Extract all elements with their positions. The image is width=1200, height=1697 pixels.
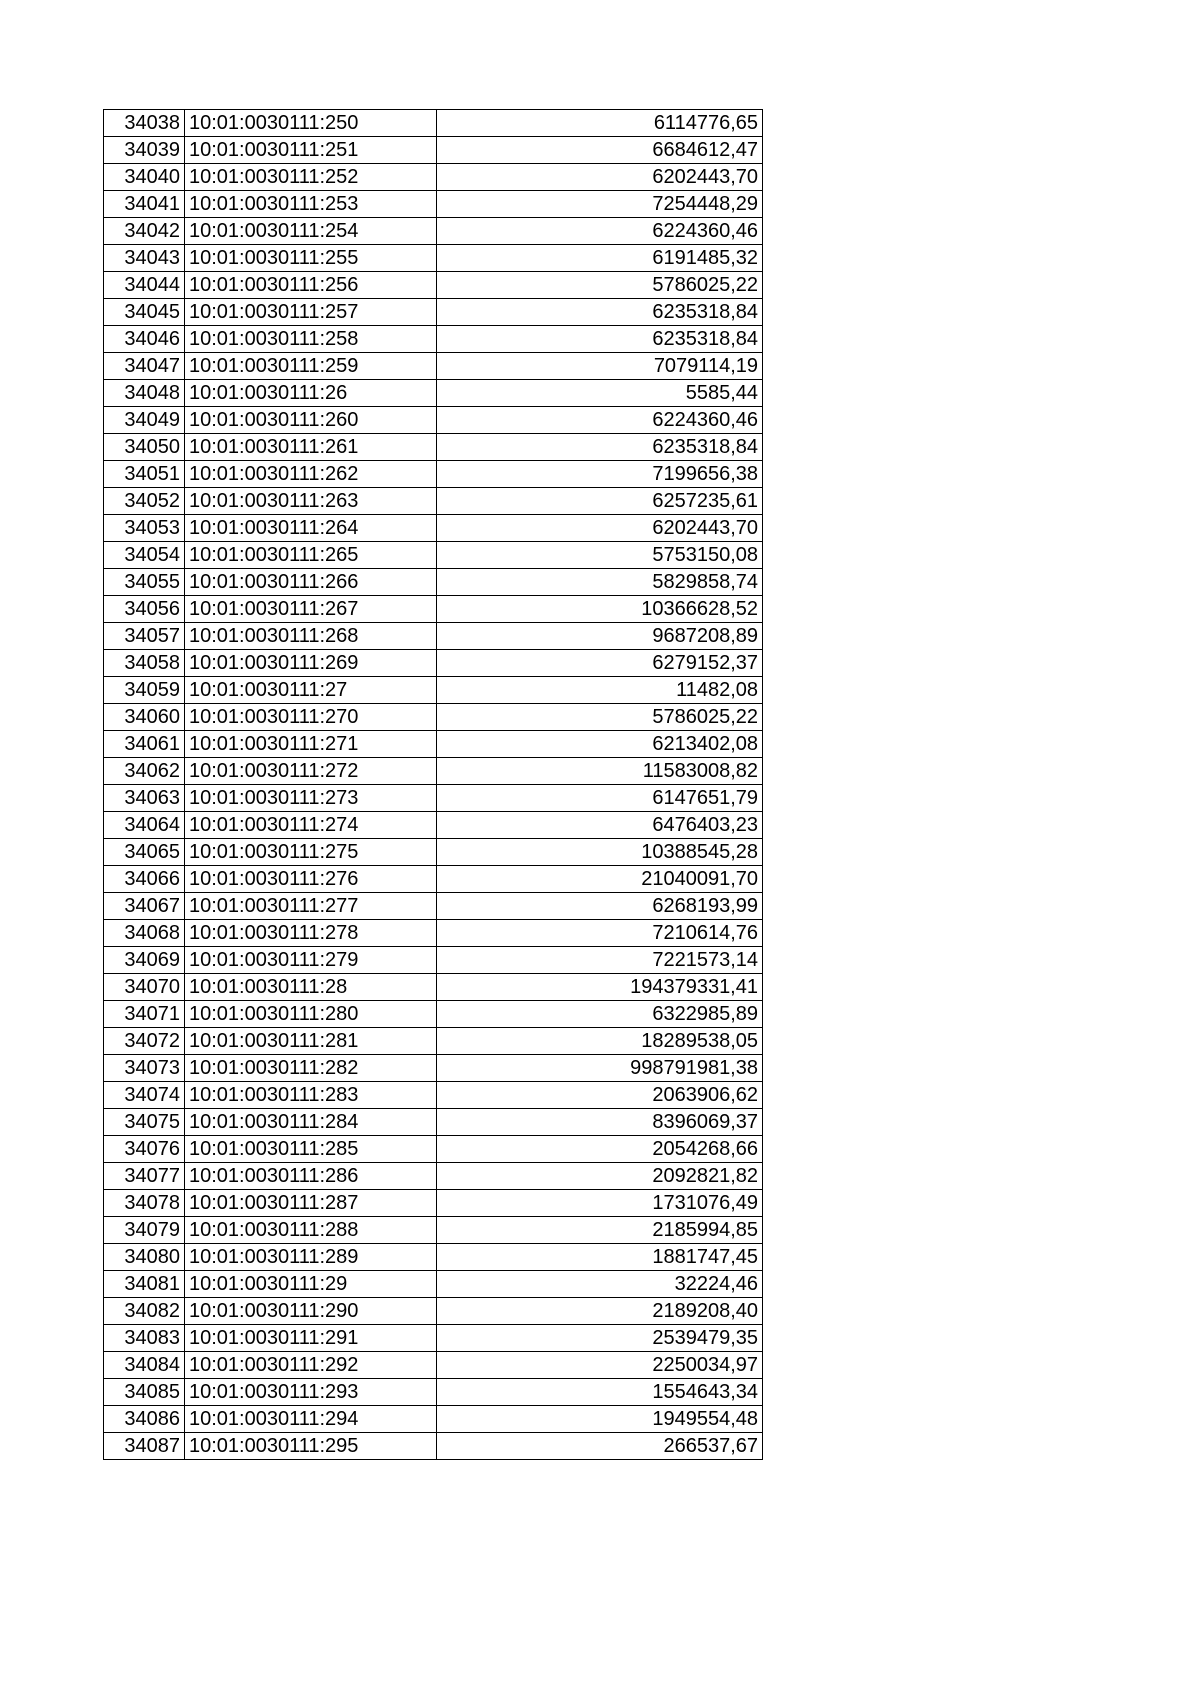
cadastral-number-cell: 10:01:0030111:27 <box>185 677 437 704</box>
cadastral-number-cell: 10:01:0030111:259 <box>185 353 437 380</box>
table-row <box>104 974 763 1001</box>
cadastral-number-cell: 10:01:0030111:265 <box>185 542 437 569</box>
cadastral-number-cell: 10:01:0030111:262 <box>185 461 437 488</box>
table-row <box>104 1082 763 1109</box>
value-cell: 7221573,14 <box>437 947 763 974</box>
table-row <box>104 839 763 866</box>
row-number-cell: 34041 <box>104 191 185 218</box>
cadastral-number-cell: 10:01:0030111:291 <box>185 1325 437 1352</box>
row-number-cell: 34075 <box>104 1109 185 1136</box>
row-number-cell: 34080 <box>104 1244 185 1271</box>
value-cell: 6476403,23 <box>437 812 763 839</box>
table-row <box>104 461 763 488</box>
value-cell: 2250034,97 <box>437 1352 763 1379</box>
value-cell: 2063906,62 <box>437 1082 763 1109</box>
value-cell: 6257235,61 <box>437 488 763 515</box>
value-cell: 5786025,22 <box>437 704 763 731</box>
row-number-cell: 34069 <box>104 947 185 974</box>
row-number-cell: 34057 <box>104 623 185 650</box>
row-number-cell: 34044 <box>104 272 185 299</box>
table-row <box>104 1163 763 1190</box>
cadastral-number-cell: 10:01:0030111:26 <box>185 380 437 407</box>
value-cell: 6114776,65 <box>437 110 763 137</box>
value-cell: 194379331,41 <box>437 974 763 1001</box>
cadastral-number-cell: 10:01:0030111:281 <box>185 1028 437 1055</box>
table-row <box>104 1136 763 1163</box>
cadastral-number-cell: 10:01:0030111:292 <box>185 1352 437 1379</box>
table-row <box>104 785 763 812</box>
cadastral-number-cell: 10:01:0030111:294 <box>185 1406 437 1433</box>
value-cell: 1554643,34 <box>437 1379 763 1406</box>
row-number-cell: 34039 <box>104 137 185 164</box>
cadastral-number-cell: 10:01:0030111:28 <box>185 974 437 1001</box>
row-number-cell: 34062 <box>104 758 185 785</box>
row-number-cell: 34040 <box>104 164 185 191</box>
table-row <box>104 650 763 677</box>
value-cell: 998791981,38 <box>437 1055 763 1082</box>
row-number-cell: 34081 <box>104 1271 185 1298</box>
row-number-cell: 34079 <box>104 1217 185 1244</box>
cadastral-number-cell: 10:01:0030111:266 <box>185 569 437 596</box>
row-number-cell: 34051 <box>104 461 185 488</box>
value-cell: 5753150,08 <box>437 542 763 569</box>
table-row <box>104 299 763 326</box>
value-cell: 6684612,47 <box>437 137 763 164</box>
cadastral-number-cell: 10:01:0030111:268 <box>185 623 437 650</box>
cadastral-number-cell: 10:01:0030111:289 <box>185 1244 437 1271</box>
value-cell: 11583008,82 <box>437 758 763 785</box>
table-row <box>104 1028 763 1055</box>
table-row <box>104 1298 763 1325</box>
row-number-cell: 34056 <box>104 596 185 623</box>
row-number-cell: 34045 <box>104 299 185 326</box>
table-row <box>104 1433 763 1460</box>
table-row <box>104 326 763 353</box>
row-number-cell: 34082 <box>104 1298 185 1325</box>
table-row <box>104 893 763 920</box>
cadastral-number-cell: 10:01:0030111:276 <box>185 866 437 893</box>
cadastral-number-cell: 10:01:0030111:288 <box>185 1217 437 1244</box>
row-number-cell: 34049 <box>104 407 185 434</box>
table-row <box>104 596 763 623</box>
cadastral-number-cell: 10:01:0030111:254 <box>185 218 437 245</box>
cadastral-number-cell: 10:01:0030111:272 <box>185 758 437 785</box>
table-row <box>104 1271 763 1298</box>
row-number-cell: 34078 <box>104 1190 185 1217</box>
value-cell: 6191485,32 <box>437 245 763 272</box>
cadastral-number-cell: 10:01:0030111:255 <box>185 245 437 272</box>
value-cell: 7210614,76 <box>437 920 763 947</box>
cadastral-number-cell: 10:01:0030111:264 <box>185 515 437 542</box>
table-row <box>104 1109 763 1136</box>
value-cell: 6235318,84 <box>437 299 763 326</box>
table-row <box>104 407 763 434</box>
value-cell: 2054268,66 <box>437 1136 763 1163</box>
table-row <box>104 245 763 272</box>
table-row <box>104 137 763 164</box>
cadastral-number-cell: 10:01:0030111:286 <box>185 1163 437 1190</box>
cadastral-number-cell: 10:01:0030111:253 <box>185 191 437 218</box>
row-number-cell: 34066 <box>104 866 185 893</box>
table-row <box>104 353 763 380</box>
value-cell: 6202443,70 <box>437 164 763 191</box>
cadastral-number-cell: 10:01:0030111:273 <box>185 785 437 812</box>
value-cell: 5829858,74 <box>437 569 763 596</box>
value-cell: 6322985,89 <box>437 1001 763 1028</box>
table-row <box>104 812 763 839</box>
cadastral-number-cell: 10:01:0030111:267 <box>185 596 437 623</box>
value-cell: 7199656,38 <box>437 461 763 488</box>
cadastral-number-cell: 10:01:0030111:257 <box>185 299 437 326</box>
value-cell: 8396069,37 <box>437 1109 763 1136</box>
table-row <box>104 488 763 515</box>
cadastral-number-cell: 10:01:0030111:275 <box>185 839 437 866</box>
table-row <box>104 920 763 947</box>
table-row <box>104 542 763 569</box>
table-row <box>104 218 763 245</box>
row-number-cell: 34046 <box>104 326 185 353</box>
value-cell: 5585,44 <box>437 380 763 407</box>
row-number-cell: 34047 <box>104 353 185 380</box>
cadastral-number-cell: 10:01:0030111:261 <box>185 434 437 461</box>
table-row <box>104 1406 763 1433</box>
table-row <box>104 731 763 758</box>
row-number-cell: 34060 <box>104 704 185 731</box>
row-number-cell: 34042 <box>104 218 185 245</box>
cadastral-number-cell: 10:01:0030111:252 <box>185 164 437 191</box>
cadastral-number-cell: 10:01:0030111:278 <box>185 920 437 947</box>
value-cell: 6279152,37 <box>437 650 763 677</box>
row-number-cell: 34068 <box>104 920 185 947</box>
cadastral-number-cell: 10:01:0030111:269 <box>185 650 437 677</box>
cadastral-number-cell: 10:01:0030111:271 <box>185 731 437 758</box>
table-row <box>104 866 763 893</box>
table-row <box>104 569 763 596</box>
cadastral-number-cell: 10:01:0030111:293 <box>185 1379 437 1406</box>
cadastral-number-cell: 10:01:0030111:256 <box>185 272 437 299</box>
cadastral-value-table <box>103 109 763 1460</box>
table-row <box>104 623 763 650</box>
cadastral-number-cell: 10:01:0030111:285 <box>185 1136 437 1163</box>
table-row <box>104 1055 763 1082</box>
value-cell: 6213402,08 <box>437 731 763 758</box>
cadastral-number-cell: 10:01:0030111:279 <box>185 947 437 974</box>
row-number-cell: 34053 <box>104 515 185 542</box>
cadastral-number-cell: 10:01:0030111:270 <box>185 704 437 731</box>
value-cell: 6224360,46 <box>437 218 763 245</box>
row-number-cell: 34052 <box>104 488 185 515</box>
cadastral-number-cell: 10:01:0030111:274 <box>185 812 437 839</box>
table-row <box>104 1190 763 1217</box>
value-cell: 7079114,19 <box>437 353 763 380</box>
row-number-cell: 34073 <box>104 1055 185 1082</box>
cadastral-number-cell: 10:01:0030111:290 <box>185 1298 437 1325</box>
table-row <box>104 1001 763 1028</box>
table-row <box>104 515 763 542</box>
row-number-cell: 34072 <box>104 1028 185 1055</box>
cadastral-number-cell: 10:01:0030111:277 <box>185 893 437 920</box>
value-cell: 6147651,79 <box>437 785 763 812</box>
table-row <box>104 677 763 704</box>
row-number-cell: 34055 <box>104 569 185 596</box>
table-row <box>104 110 763 137</box>
value-cell: 10388545,28 <box>437 839 763 866</box>
value-cell: 6202443,70 <box>437 515 763 542</box>
row-number-cell: 34071 <box>104 1001 185 1028</box>
table-row <box>104 704 763 731</box>
value-cell: 6235318,84 <box>437 434 763 461</box>
row-number-cell: 34038 <box>104 110 185 137</box>
table-row <box>104 272 763 299</box>
row-number-cell: 34050 <box>104 434 185 461</box>
cadastral-number-cell: 10:01:0030111:258 <box>185 326 437 353</box>
value-cell: 1949554,48 <box>437 1406 763 1433</box>
table-row <box>104 191 763 218</box>
row-number-cell: 34084 <box>104 1352 185 1379</box>
value-cell: 266537,67 <box>437 1433 763 1460</box>
row-number-cell: 34048 <box>104 380 185 407</box>
table-row <box>104 1244 763 1271</box>
table-row <box>104 434 763 461</box>
row-number-cell: 34067 <box>104 893 185 920</box>
row-number-cell: 34074 <box>104 1082 185 1109</box>
cadastral-number-cell: 10:01:0030111:282 <box>185 1055 437 1082</box>
row-number-cell: 34059 <box>104 677 185 704</box>
row-number-cell: 34087 <box>104 1433 185 1460</box>
value-cell: 1881747,45 <box>437 1244 763 1271</box>
cadastral-number-cell: 10:01:0030111:251 <box>185 137 437 164</box>
value-cell: 2185994,85 <box>437 1217 763 1244</box>
row-number-cell: 34054 <box>104 542 185 569</box>
row-number-cell: 34043 <box>104 245 185 272</box>
table-row <box>104 380 763 407</box>
row-number-cell: 34058 <box>104 650 185 677</box>
row-number-cell: 34076 <box>104 1136 185 1163</box>
row-number-cell: 34064 <box>104 812 185 839</box>
row-number-cell: 34083 <box>104 1325 185 1352</box>
value-cell: 18289538,05 <box>437 1028 763 1055</box>
value-cell: 9687208,89 <box>437 623 763 650</box>
table-body <box>104 110 763 1460</box>
row-number-cell: 34065 <box>104 839 185 866</box>
value-cell: 10366628,52 <box>437 596 763 623</box>
value-cell: 7254448,29 <box>437 191 763 218</box>
cadastral-number-cell: 10:01:0030111:280 <box>185 1001 437 1028</box>
value-cell: 5786025,22 <box>437 272 763 299</box>
cadastral-number-cell: 10:01:0030111:283 <box>185 1082 437 1109</box>
value-cell: 2092821,82 <box>437 1163 763 1190</box>
value-cell: 32224,46 <box>437 1271 763 1298</box>
row-number-cell: 34070 <box>104 974 185 1001</box>
cadastral-number-cell: 10:01:0030111:295 <box>185 1433 437 1460</box>
value-cell: 1731076,49 <box>437 1190 763 1217</box>
table-row <box>104 1379 763 1406</box>
row-number-cell: 34086 <box>104 1406 185 1433</box>
table-row <box>104 758 763 785</box>
value-cell: 2189208,40 <box>437 1298 763 1325</box>
table-row <box>104 164 763 191</box>
value-cell: 2539479,35 <box>437 1325 763 1352</box>
value-cell: 6268193,99 <box>437 893 763 920</box>
cadastral-number-cell: 10:01:0030111:263 <box>185 488 437 515</box>
row-number-cell: 34063 <box>104 785 185 812</box>
table-row <box>104 1352 763 1379</box>
value-cell: 11482,08 <box>437 677 763 704</box>
cadastral-number-cell: 10:01:0030111:260 <box>185 407 437 434</box>
row-number-cell: 34077 <box>104 1163 185 1190</box>
table-row <box>104 1325 763 1352</box>
row-number-cell: 34085 <box>104 1379 185 1406</box>
cadastral-number-cell: 10:01:0030111:250 <box>185 110 437 137</box>
value-cell: 6224360,46 <box>437 407 763 434</box>
value-cell: 21040091,70 <box>437 866 763 893</box>
row-number-cell: 34061 <box>104 731 185 758</box>
table-row <box>104 1217 763 1244</box>
value-cell: 6235318,84 <box>437 326 763 353</box>
cadastral-number-cell: 10:01:0030111:29 <box>185 1271 437 1298</box>
cadastral-number-cell: 10:01:0030111:284 <box>185 1109 437 1136</box>
table-row <box>104 947 763 974</box>
cadastral-number-cell: 10:01:0030111:287 <box>185 1190 437 1217</box>
